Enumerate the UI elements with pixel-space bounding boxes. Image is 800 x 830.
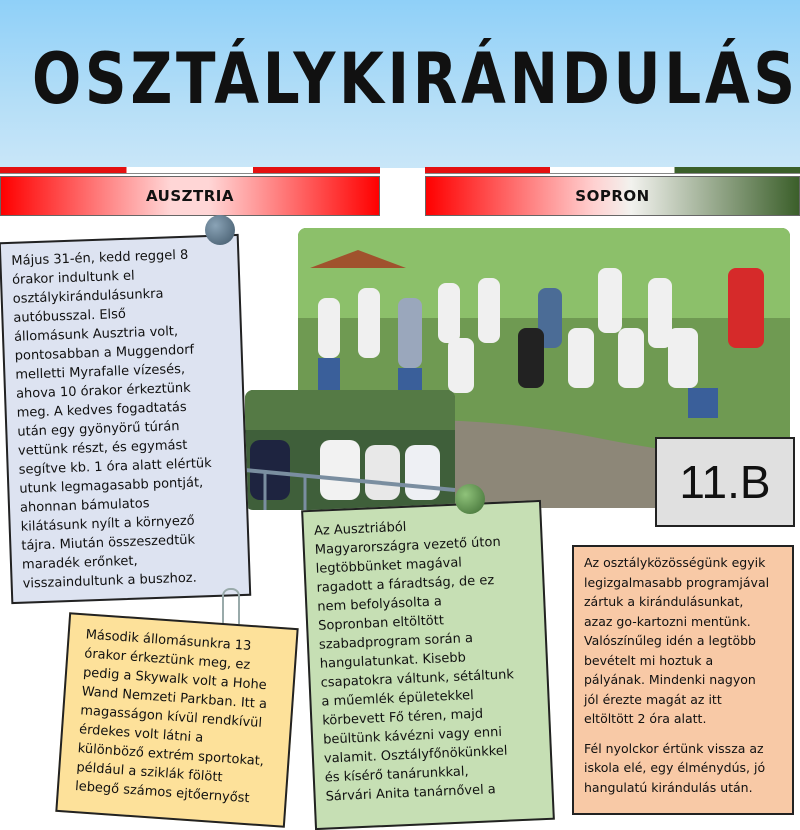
note-austria-first-stop xyxy=(0,234,251,604)
note-austria-skywalk-text: Második állomásunkra 13 órakor érkeztünk meg, ez pedig a Skywalk volt a Hohe Wand Nemzeti Parkban. Itt a magasságon kívül rendkívül érdekes volt látni a különböző extrém sportokat, például a sziklák fölött lebegő számos ejtőernyőst xyxy=(74,627,268,807)
note-sopron-city xyxy=(301,500,555,830)
header-banner xyxy=(0,0,800,168)
note-austria-first-stop-text: Május 31-én, kedd reggel 8 órakor indultunk el osztálykirándulásunkra autóbusszal. Első állomásunk Ausztria volt, pontosabban a Muggendorf melletti Myrafalle vízesés, ahova 10 órakor érkeztünk meg. A kedves fogadtatás után egy gyönyörű túrán vettünk részt, és egymást segítve kb. 1 óra alatt elértük utunk legmagasabb pontját, ahonnan bámulatos kilátásunk nyílt a környező tájra. Miután összeszedtük maradék erőnket, visszaindultunk a buszhoz. xyxy=(11,247,212,592)
section-header-austria xyxy=(0,176,380,216)
note-gokart-text-1: Az osztályközösségünk egyik legizgalmasabb programjával zártuk a kirándulásunkat, azaz go-kartozni mentünk. Valószínűleg idén a legtöbb bevételt mi hoztuk a pályának. Mindenki nagyon jól érezte magát az itt eltöltött 2 óra alatt. xyxy=(584,555,770,726)
skywalk-photo xyxy=(245,390,455,510)
class-label: 11.B xyxy=(679,456,771,508)
skywalk-photo-image xyxy=(245,390,455,510)
section-label-sopron: SOPRON xyxy=(575,187,650,205)
austria-flag-stripe xyxy=(0,167,380,174)
class-label-box xyxy=(655,437,795,527)
pushpin-icon xyxy=(205,215,235,245)
note-gokart xyxy=(572,545,794,815)
hungary-flag-stripe xyxy=(425,167,800,174)
section-header-sopron xyxy=(425,176,800,216)
page-title: OSZTÁLYKIRÁNDULÁS xyxy=(32,38,799,120)
note-gokart-text-2: Fél nyolckor értünk vissza az iskola elé, egy élménydús, jó hangulatú kirándulás után. xyxy=(584,740,766,795)
note-austria-skywalk xyxy=(55,612,298,828)
section-label-austria: AUSZTRIA xyxy=(146,187,234,205)
pushpin-icon xyxy=(455,484,485,514)
note-sopron-city-text: Az Ausztriából Magyarországra vezető úton legtöbbünket magával ragadott a fáradtság, de ez nem befolyásolta a Sopronban eltöltött szabadprogram során a hangulatunkat. Kisebb csapatokra váltunk, sétáltunk a műemlék épületekkel körbevett Fő téren, majd beültünk kávézni vagy enni valamit. Osztályfőnökünkkel és kísérő tanárunkkal, Sárvári Anita tanárnővel a xyxy=(313,519,515,805)
